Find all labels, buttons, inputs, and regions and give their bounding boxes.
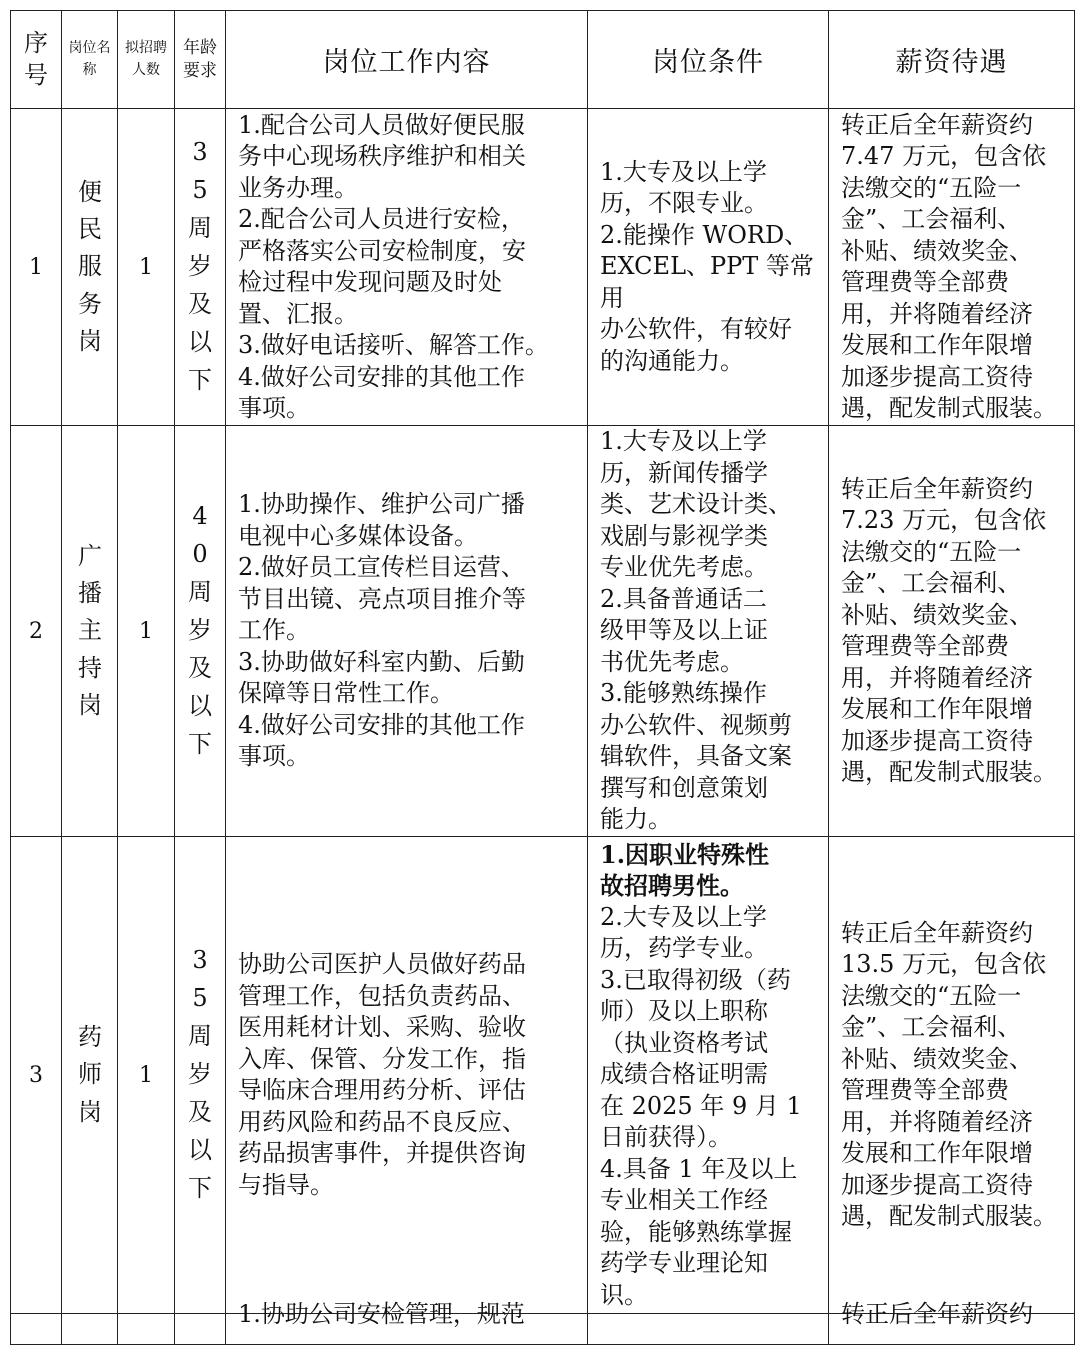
text-line: 转正后全年薪资约 — [841, 474, 1033, 503]
text-line: 入库、保管、分发工作，指 — [238, 1044, 526, 1073]
text-line: 级甲等及以上证 — [600, 616, 768, 645]
row-position: 便民服务岗 — [62, 109, 118, 426]
row-count: 1 — [118, 426, 175, 837]
text-line: 严格落实公司安检制度，安 — [238, 236, 526, 265]
text-line: （执业资格考试 — [600, 1028, 768, 1057]
text-line: 故招聘男性。 — [600, 871, 744, 901]
text-line: 补贴、绩效奖金、 — [841, 600, 1033, 629]
text-line: 类、艺术设计类、 — [600, 490, 792, 519]
text-line: 2.能操作 WORD、 — [600, 220, 809, 249]
text-line: 药品损害事件，并提供咨询 — [238, 1139, 526, 1167]
row-salary — [829, 109, 1075, 426]
header-salary: 薪资待遇 — [829, 11, 1075, 109]
text-line: 日前获得）。 — [600, 1123, 732, 1152]
row-age: 35周岁及以下 — [175, 109, 226, 426]
text-line: 2.具备普通话二 — [600, 584, 767, 613]
partial-content: 1.协助公司安检管理，规范 — [238, 1300, 525, 1328]
text-line: 的沟通能力。 — [600, 346, 744, 375]
text-line: 验，能够熟练掌握 — [600, 1217, 792, 1246]
text-line: 法缴交的“五险一 — [841, 173, 1022, 202]
header-row — [11, 11, 1075, 109]
row-conditions — [588, 837, 829, 1314]
text-line: 办公软件，有较好 — [600, 315, 792, 344]
row-salary — [829, 837, 1075, 1314]
text-line: 与指导。 — [238, 1170, 334, 1199]
text-line: 用药风险和药品不良反应、 — [238, 1107, 526, 1136]
text-line: 遇，配发制式服装。 — [841, 758, 1057, 786]
text-line: 专业相关工作经 — [600, 1186, 768, 1215]
text-line: 3.已取得初级（药 — [600, 965, 791, 994]
text-line: 7.47 万元，包含依 — [841, 142, 1047, 170]
text-line: 1.因职业特殊性 — [600, 839, 770, 869]
text-line: 管理费等全部费 — [841, 632, 1009, 660]
text-line: 识。 — [600, 1280, 648, 1309]
text-line: 工作。 — [238, 616, 310, 645]
text-line: 金”、工会福利、 — [841, 1013, 1022, 1041]
conditions-rest — [600, 902, 820, 1312]
text-line: 导临床合理用药分析、评估 — [238, 1076, 526, 1104]
text-line: 遇，配发制式服装。 — [841, 1202, 1057, 1230]
text-line: 戏剧与影视学类 — [600, 521, 768, 550]
text-line: 1.大专及以上学 — [600, 157, 767, 186]
row-position: 药师岗 — [62, 837, 118, 1314]
text-line: 业务办理。 — [238, 173, 358, 202]
text-line: 专业优先考虑。 — [600, 553, 768, 582]
header-job-content: 岗位工作内容 — [226, 11, 588, 109]
text-line: 3.协助做好科室内勤、后勤 — [238, 647, 525, 676]
text-line: 事项。 — [238, 394, 310, 422]
row-count: 1 — [118, 109, 175, 426]
text-line: 金”、工会福利、 — [841, 569, 1022, 597]
text-line: 加逐步提高工资待 — [841, 362, 1033, 391]
text-line: 成绩合格证明需 — [600, 1060, 768, 1089]
text-line: 事项。 — [238, 742, 310, 771]
text-line: 4.做好公司安排的其他工作 — [238, 362, 525, 391]
row-conditions — [588, 109, 829, 426]
text-line: 辑软件，具备文案 — [600, 742, 792, 771]
text-line: 发展和工作年限增 — [841, 1139, 1033, 1167]
text-line: 2.大专及以上学 — [600, 902, 767, 931]
header-age-requirement: 年龄要求 — [175, 11, 226, 109]
text-line: 3.做好电话接听、解答工作。 — [238, 331, 549, 359]
text-line: 书优先考虑。 — [600, 647, 744, 676]
text-line: 4.具备 1 年及以上 — [600, 1154, 798, 1183]
text-line: 3.能够熟练操作 — [600, 679, 767, 708]
table-row-partial — [11, 1314, 1075, 1345]
text-line: 1.大专及以上学 — [600, 427, 767, 456]
text-line: 师）及以上职称 — [600, 997, 768, 1026]
text-line: 用，并将随着经济 — [841, 1107, 1033, 1136]
text-line: 电视中心多媒体设备。 — [238, 521, 478, 550]
partial-salary: 转正后全年薪资约 — [841, 1300, 1033, 1328]
text-line: 金”、工会福利、 — [841, 205, 1022, 233]
text-line: 保障等日常性工作。 — [238, 679, 454, 708]
text-line: 2.做好员工宣传栏目运营、 — [238, 553, 525, 582]
text-line: 13.5 万元，包含依 — [841, 950, 1047, 978]
text-line: 能力。 — [600, 805, 672, 834]
text-line: 7.23 万元，包含依 — [841, 506, 1047, 534]
text-line: 检过程中发现问题及时处 — [238, 268, 502, 296]
text-line: 节目出镜、亮点项目推介等 — [238, 584, 526, 613]
text-line: 法缴交的“五险一 — [841, 537, 1022, 566]
row-content — [226, 109, 588, 426]
text-line: 务中心现场秩序维护和相关 — [238, 142, 526, 170]
text-line: 管理工作，包括负责药品、 — [238, 981, 526, 1010]
row-seq: 1 — [11, 109, 62, 426]
row-position: 广播主持岗 — [62, 426, 118, 837]
recruitment-table — [10, 10, 1075, 1345]
text-line: 在 2025 年 9 月 1 — [600, 1091, 802, 1120]
row-count: 1 — [118, 837, 175, 1314]
text-line: 4.做好公司安排的其他工作 — [238, 710, 525, 739]
header-planned-hires: 拟招聘人数 — [118, 11, 175, 109]
row-age: 40周岁及以下 — [175, 426, 226, 837]
text-line: 补贴、绩效奖金、 — [841, 1044, 1033, 1073]
table-row — [11, 109, 1075, 426]
row-content — [226, 426, 588, 837]
row-conditions — [588, 426, 829, 837]
text-line: 置、汇报。 — [238, 299, 358, 328]
text-line: 历，药学专业。 — [600, 934, 768, 963]
row-seq: 2 — [11, 426, 62, 837]
text-line: 转正后全年薪资约 — [841, 110, 1033, 139]
row-seq: 3 — [11, 837, 62, 1314]
text-line: 用，并将随着经济 — [841, 299, 1033, 328]
row-salary — [829, 426, 1075, 837]
text-line: EXCEL、PPT 等常用 — [600, 252, 814, 312]
text-line: 法缴交的“五险一 — [841, 981, 1022, 1010]
text-line: 发展和工作年限增 — [841, 331, 1033, 359]
text-line: 医用耗材计划、采购、验收 — [238, 1013, 526, 1041]
header-seq: 序号 — [11, 11, 62, 109]
text-line: 药学专业理论知 — [600, 1249, 768, 1278]
text-line: 1.配合公司人员做好便民服 — [238, 110, 525, 139]
text-line: 加逐步提高工资待 — [841, 726, 1033, 755]
conditions-bold — [600, 839, 820, 902]
text-line: 历，新闻传播学 — [600, 458, 768, 487]
text-line: 管理费等全部费 — [841, 1076, 1009, 1104]
table-row — [11, 426, 1075, 837]
table-row — [11, 837, 1075, 1314]
row-content — [226, 837, 588, 1314]
text-line: 撰写和创意策划 — [600, 773, 768, 802]
text-line: 历，不限专业。 — [600, 189, 768, 218]
text-line: 遇，配发制式服装。 — [841, 394, 1057, 422]
row-age: 35周岁及以下 — [175, 837, 226, 1314]
text-line: 转正后全年薪资约 — [841, 918, 1033, 947]
text-line: 管理费等全部费 — [841, 268, 1009, 296]
text-line: 1.协助操作、维护公司广播 — [238, 490, 525, 519]
text-line: 发展和工作年限增 — [841, 695, 1033, 723]
text-line: 加逐步提高工资待 — [841, 1170, 1033, 1199]
text-line: 补贴、绩效奖金、 — [841, 236, 1033, 265]
text-line: 2.配合公司人员进行安检， — [238, 205, 525, 233]
text-line: 用，并将随着经济 — [841, 663, 1033, 692]
header-job-conditions: 岗位条件 — [588, 11, 829, 109]
header-position-name: 岗位名称 — [62, 11, 118, 109]
text-line: 协助公司医护人员做好药品 — [238, 950, 526, 978]
text-line: 办公软件、视频剪 — [600, 710, 792, 739]
